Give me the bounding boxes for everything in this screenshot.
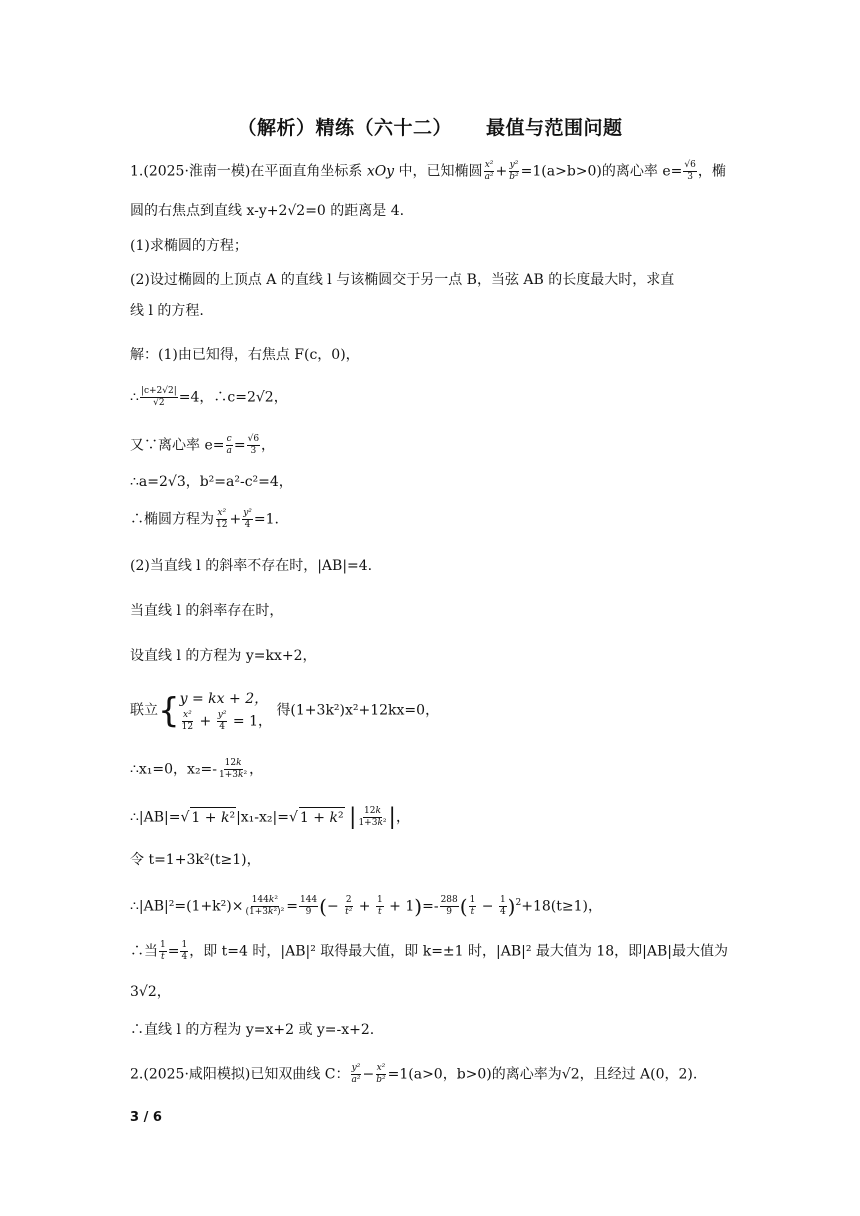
sol-line12: 令 t=1+3k²(t≥1)， <box>130 852 261 868</box>
q1-line2: 圆的右焦点到直线 x-y+2√2=0 的距离是 4. <box>130 203 405 219</box>
frac-x2-12b: $\frac{\text{x²}}{12}$ <box>181 710 194 732</box>
frac-y2-4: $\frac{\text{y²}}{4}$ <box>243 508 252 530</box>
frac-c-a: $\frac{c}{a}$ <box>226 434 232 456</box>
frac-y2-a2: $\frac{\text{y²}}{\text{a²}}$ <box>351 1063 361 1085</box>
sol-line2: ∴ $\frac{|c+2√2|}{√2}$ =4，∴c=2√2， <box>130 386 288 408</box>
frac-x2-12: $\frac{\text{x²}}{12}$ <box>216 508 228 530</box>
system-of-equations: { y = kx + 2， $\frac{\text{x²}}{12}$ + $\frac{\text{y²}}{4}$ = 1， <box>158 690 272 732</box>
frac-y2-4b: $\frac{\text{y²}}{4}$ <box>217 710 227 732</box>
sol-line14: ∴当 $\frac{1}{t}$ = $\frac{1}{4}$ ，即 t=4 时，|AB|² 取得最大值，即 k=±1 时，|AB|² 最大值为 18，即|AB|最大值为 <box>130 940 729 962</box>
q1-line1: 1.(2025·淮南一模)在平面直角坐标系 xOy 中，已知椭圆 $\frac{\text{x²}}{\text{a²}}$ + $\frac{\text{y²}}{\text{b²}}$ =1(a>b>0)的离心率 e= $\frac{√6}{3}$ ，椭 <box>130 160 726 182</box>
sol-line6: (2)当直线 l 的斜率不存在时，|AB|=4. <box>130 558 373 574</box>
frac-sqrt6-3b: $\frac{√6}{3}$ <box>247 434 260 456</box>
frac-288-9: $\frac{288}{9}$ <box>440 895 458 917</box>
frac-144k2: $\frac{\text{144k²}}{\text{(1+3k²)²}}$ <box>245 895 285 917</box>
sol-line4: ∴a=2√3，b²=a²-c²=4， <box>130 474 293 490</box>
sol-line3: 又∵离心率 e= $\frac{c}{a}$ = $\frac{√6}{3}$ ， <box>130 434 276 456</box>
sol-line8: 设直线 l 的方程为 y=kx+2， <box>130 648 317 664</box>
frac-x2-b2: $\frac{\text{x²}}{\text{b²}}$ <box>376 1063 386 1085</box>
frac-12k: $\frac{12k}{\text{1+3k²}}$ <box>219 758 248 780</box>
sol-line15: 3√2， <box>130 984 171 1000</box>
q1-part2a: (2)设过椭圆的上顶点 A 的直线 l 与该椭圆交于另一点 B，当弦 AB 的长度最大时，求直 <box>130 272 675 288</box>
sol-line10: ∴x₁=0，x₂=- $\frac{12k}{\text{1+3k²}}$ ， <box>130 758 264 780</box>
sol-line9: 联立 { y = kx + 2， $\frac{\text{x²}}{12}$ + $\frac{\text{y²}}{4}$ = 1， 得(1+3k²)x²+12kx=0， <box>130 688 735 733</box>
frac-y2-b2: $\frac{\text{y²}}{\text{b²}}$ <box>509 160 519 182</box>
sol-line5: ∴椭圆方程为 $\frac{\text{x²}}{12}$ + $\frac{\text{y²}}{4}$ =1. <box>130 508 279 530</box>
frac-x2-a2: $\frac{\text{x²}}{\text{a²}}$ <box>484 160 494 182</box>
title-part1: （解析）精练（六十二） <box>237 117 452 139</box>
frac-12k-b: $\frac{12k}{\text{1+3k²}}$ <box>358 806 387 828</box>
q1-part1: (1)求椭圆的方程； <box>130 238 248 254</box>
sol-line13: ∴|AB|²=(1+k²)× $\frac{\text{144k²}}{\text{(1+3k²)²}}$ = $\frac{144}{9}$ (− $\frac{2}{\text{t²}}$ + $\frac{1}{t}$ + 1)=- $\frac{288}{9}$ ( $\frac{1}{t}$ − $\frac{1}{4}$ )$^2$+18(t≥1)， <box>130 894 602 919</box>
sol-line7: 当直线 l 的斜率存在时， <box>130 603 284 619</box>
page-title <box>0 113 860 140</box>
frac-distance: $\frac{|c+2√2|}{√2}$ <box>140 386 177 408</box>
sol-line1: 解：(1)由已知得，右焦点 F(c，0)， <box>130 347 360 363</box>
sol-line11: ∴|AB|=√ 1 + k²|x₁-x₂|=√ 1 + k² | $\frac{12k}{\text{1+3k²}}$ |， <box>130 804 410 830</box>
page-number: 3 / 6 <box>130 1110 162 1125</box>
sol-line16: ∴直线 l 的方程为 y=x+2 或 y=-x+2. <box>130 1022 375 1038</box>
frac-144-9: $\frac{144}{9}$ <box>299 895 318 917</box>
frac-sqrt6-3: $\frac{√6}{3}$ <box>684 160 696 182</box>
q1-part2b: 线 l 的方程. <box>130 303 204 319</box>
title-part2: 最值与范围问题 <box>486 117 623 139</box>
q2-line1: 2.(2025·咸阳模拟)已知双曲线 C： $\frac{\text{y²}}{\text{a²}}$ − $\frac{\text{x²}}{\text{b²}}$ =1(a>0，b>0)的离心率为√2，且经过 A(0，2). <box>130 1063 698 1085</box>
